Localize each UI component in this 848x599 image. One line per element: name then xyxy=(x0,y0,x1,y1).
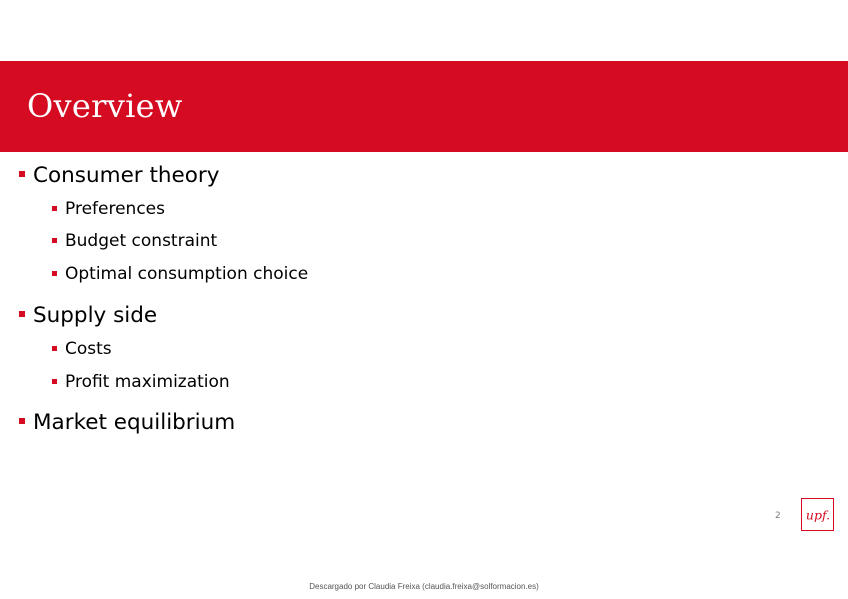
bullet-item-consumer-theory xyxy=(19,160,219,190)
upf-logo-icon xyxy=(804,505,832,525)
download-footer: Descargado por Claudia Freixa (claudia.freixa@solformacion.es) xyxy=(309,582,539,591)
slide-title: Overview xyxy=(27,87,183,125)
bullet-item-market-equilibrium xyxy=(19,407,235,437)
logo-text: upf. xyxy=(805,507,830,522)
bullet-square-icon xyxy=(19,311,25,317)
bullet-square-icon xyxy=(52,271,57,276)
sub-bullet-label: Costs xyxy=(65,339,112,359)
page-number: 2 xyxy=(775,511,781,521)
bullet-square-icon xyxy=(19,418,25,424)
bullet-square-icon xyxy=(19,171,25,177)
sub-bullet-budget-constraint xyxy=(52,229,217,253)
sub-bullet-preferences xyxy=(52,197,165,221)
bullet-square-icon xyxy=(52,346,57,351)
sub-bullet-label: Optimal consumption choice xyxy=(65,264,309,284)
sub-bullet-label: Profit maximization xyxy=(65,372,230,392)
sub-bullet-costs xyxy=(52,337,112,361)
bullet-square-icon xyxy=(52,206,57,211)
bullet-label: Market equilibrium xyxy=(33,409,236,435)
bullet-label: Supply side xyxy=(33,302,158,328)
bullet-item-supply-side xyxy=(19,300,157,330)
sub-bullet-label: Preferences xyxy=(65,199,165,219)
bullet-label: Consumer theory xyxy=(33,162,220,188)
bullet-square-icon xyxy=(52,238,57,243)
upf-logo xyxy=(801,498,834,531)
sub-bullet-label: Budget constraint xyxy=(65,231,218,251)
bullet-square-icon xyxy=(52,379,57,384)
sub-bullet-profit-maximization xyxy=(52,370,230,394)
sub-bullet-optimal-consumption-choice xyxy=(52,262,308,286)
